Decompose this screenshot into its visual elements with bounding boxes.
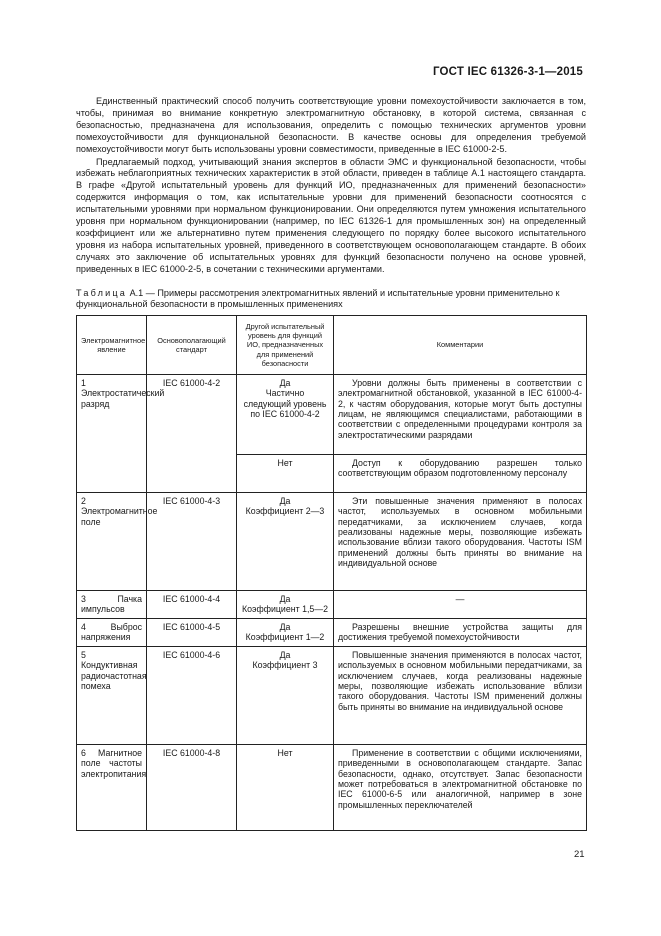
level-cell: Нет — [237, 455, 334, 493]
paragraph-2: Предлагаемый подход, учитывающий знания экспертов в области ЭМС и функциональной безопасности, чтобы избежать неблагоприятных технических характеристик в этой области, приведен в таблице А.1 настоящего стандарта. В графе «Другой испытательный уровень для функций ИО, предназначенных для применений безопасности» содержится информация о том, как испытательные уровни для применений безопасности соотносятся с испытательными уровнями при нормальном функционировании. Они определяются путем умножения испытательного уровня при нормальном функционировании (например, по IEC 61326-1 для промышленных зон) на определенный коэффициент или же альтернативно путем применения следующего по порядку более высокого испытательного уровня из набора испытательных уровней, приведенного в соответствующем основополагающем стандарте. В обоих случаях это заключение об испытательных уровнях для функций безопасности получено на основе уровней, приведенных в IEC 61000-2-5, в сочетании с техническими аргументами. — [76, 156, 586, 274]
comment-text: — — [455, 594, 465, 605]
body-text — [76, 96, 586, 277]
comment-cell — [334, 455, 587, 493]
paragraph-1: Единственный практический способ получить соответствующие уровни помехоустойчивости заключается в том, чтобы, принимая во внимание конкретную электромагнитную обстановку, в которой система, связанная с безопасностью, предназначена для использования, определить с помощью технических аргументов уровни помехоустойчивости для функциональной безопасности. В качестве основы для определения требуемой помехоустойчивости могут быть использованы уровни совместимости, приведенные в IEC 61000-2-5. — [76, 96, 586, 154]
phenomenon-cell: 5 Кондуктивная радиочастотная помеха — [77, 647, 147, 745]
phenomenon-cell: 4 Выброс напряжения — [77, 619, 147, 647]
table-row — [77, 647, 587, 745]
comment-text: Доступ к оборудованию разрешен только соответствующим образом подготовленному персоналу — [338, 458, 582, 479]
standard-cell: IEC 61000-4-2 — [147, 375, 237, 493]
phenomenon-cell: 2 Электромагнитное поле — [77, 493, 147, 591]
comment-cell — [334, 745, 587, 831]
document-code: ГОСТ IEC 61326-3-1—2015 — [432, 66, 583, 78]
level-cell: Да Коэффициент 1—2 — [237, 619, 334, 647]
phenomenon-cell: 6 Магнитное поле частоты электропитания — [77, 745, 147, 831]
table-caption-text: — Примеры рассмотрения электромагнитных явлений и испытательные уровни применительно к функциональной безопасности в промышленных применениях — [76, 288, 560, 310]
standard-cell: IEC 61000-4-8 — [147, 745, 237, 831]
comment-text: Применение в соответствии с общими исключениями, приведенными в основополагающем стандарте. Запас безопасности, однако, отсутствует. Запас безопасности может потребоваться в электромагнитной обстановке по IEC 61000-6-5 или аналогичной, например в зоне промышленных переключателей — [338, 748, 582, 810]
comment-cell — [334, 493, 587, 591]
comment-text: Эти повышенные значения применяют в полосах частот, используемых в основном мобильными передатчиками, за исключением случаев, когда реализованы надежные меры, позволяющие избежать использование вблизи такого оборудования. Частоты ISM применений должны быть приняты во внимание на индивидуальной основе — [338, 496, 582, 568]
table-row — [77, 375, 587, 455]
page-number: 21 — [574, 849, 585, 860]
comment-cell — [334, 375, 587, 455]
standard-cell: IEC 61000-4-4 — [147, 591, 237, 619]
table-caption — [76, 288, 586, 310]
level-cell: Да Коэффициент 2—3 — [237, 493, 334, 591]
table-caption-number: А.1 — [129, 288, 144, 298]
emc-table — [76, 315, 587, 831]
level-cell: Да Частично следующий уровень по IEC 61000-4-2 — [237, 375, 334, 455]
level-cell: Да Коэффициент 1,5—2 — [237, 591, 334, 619]
header-phenomenon: Электромагнитное явление — [77, 316, 147, 375]
standard-cell: IEC 61000-4-3 — [147, 493, 237, 591]
table-row — [77, 745, 587, 831]
header-level: Другой испытательный уровень для функций ИО, предназначенных для применений безопасности — [237, 316, 334, 375]
standard-cell: IEC 61000-4-5 — [147, 619, 237, 647]
phenomenon-cell: 3 Пачка импульсов — [77, 591, 147, 619]
table-row — [77, 493, 587, 591]
comment-cell — [334, 647, 587, 745]
table-row — [77, 591, 587, 619]
table-header-row — [77, 316, 587, 375]
comment-text: Повышенные значения применяются в полосах частот, используемых в основном мобильными передатчиками, за исключением случаев, когда реализованы надежные меры, позволяющие избежать использование вблизи такого оборудования. Частоты ISM применений должны быть приняты во внимание на индивидуальной основе — [338, 650, 582, 712]
phenomenon-cell: 1 Электростатический разряд — [77, 375, 147, 493]
table-caption-label: Таблица — [76, 288, 128, 298]
table-row — [77, 619, 587, 647]
header-comments: Комментарии — [334, 316, 587, 375]
comment-text: Разрешены внешние устройства защиты для достижения требуемой помехоустойчивости — [338, 622, 582, 643]
comment-cell — [334, 591, 587, 619]
comment-text: Уровни должны быть применены в соответствии с электромагнитной обстановкой, указанной в IEC 61000-4-2, к частям оборудования, которые могут быть доступны лицам, не являющимся специалистами, работающими в соответствии с определенными процедурами контроля за электростатическими разрядами — [338, 378, 582, 440]
standard-cell: IEC 61000-4-6 — [147, 647, 237, 745]
header-standard: Основополагающий стандарт — [147, 316, 237, 375]
comment-cell — [334, 619, 587, 647]
level-cell: Нет — [237, 745, 334, 831]
level-cell: Да Коэффициент 3 — [237, 647, 334, 745]
